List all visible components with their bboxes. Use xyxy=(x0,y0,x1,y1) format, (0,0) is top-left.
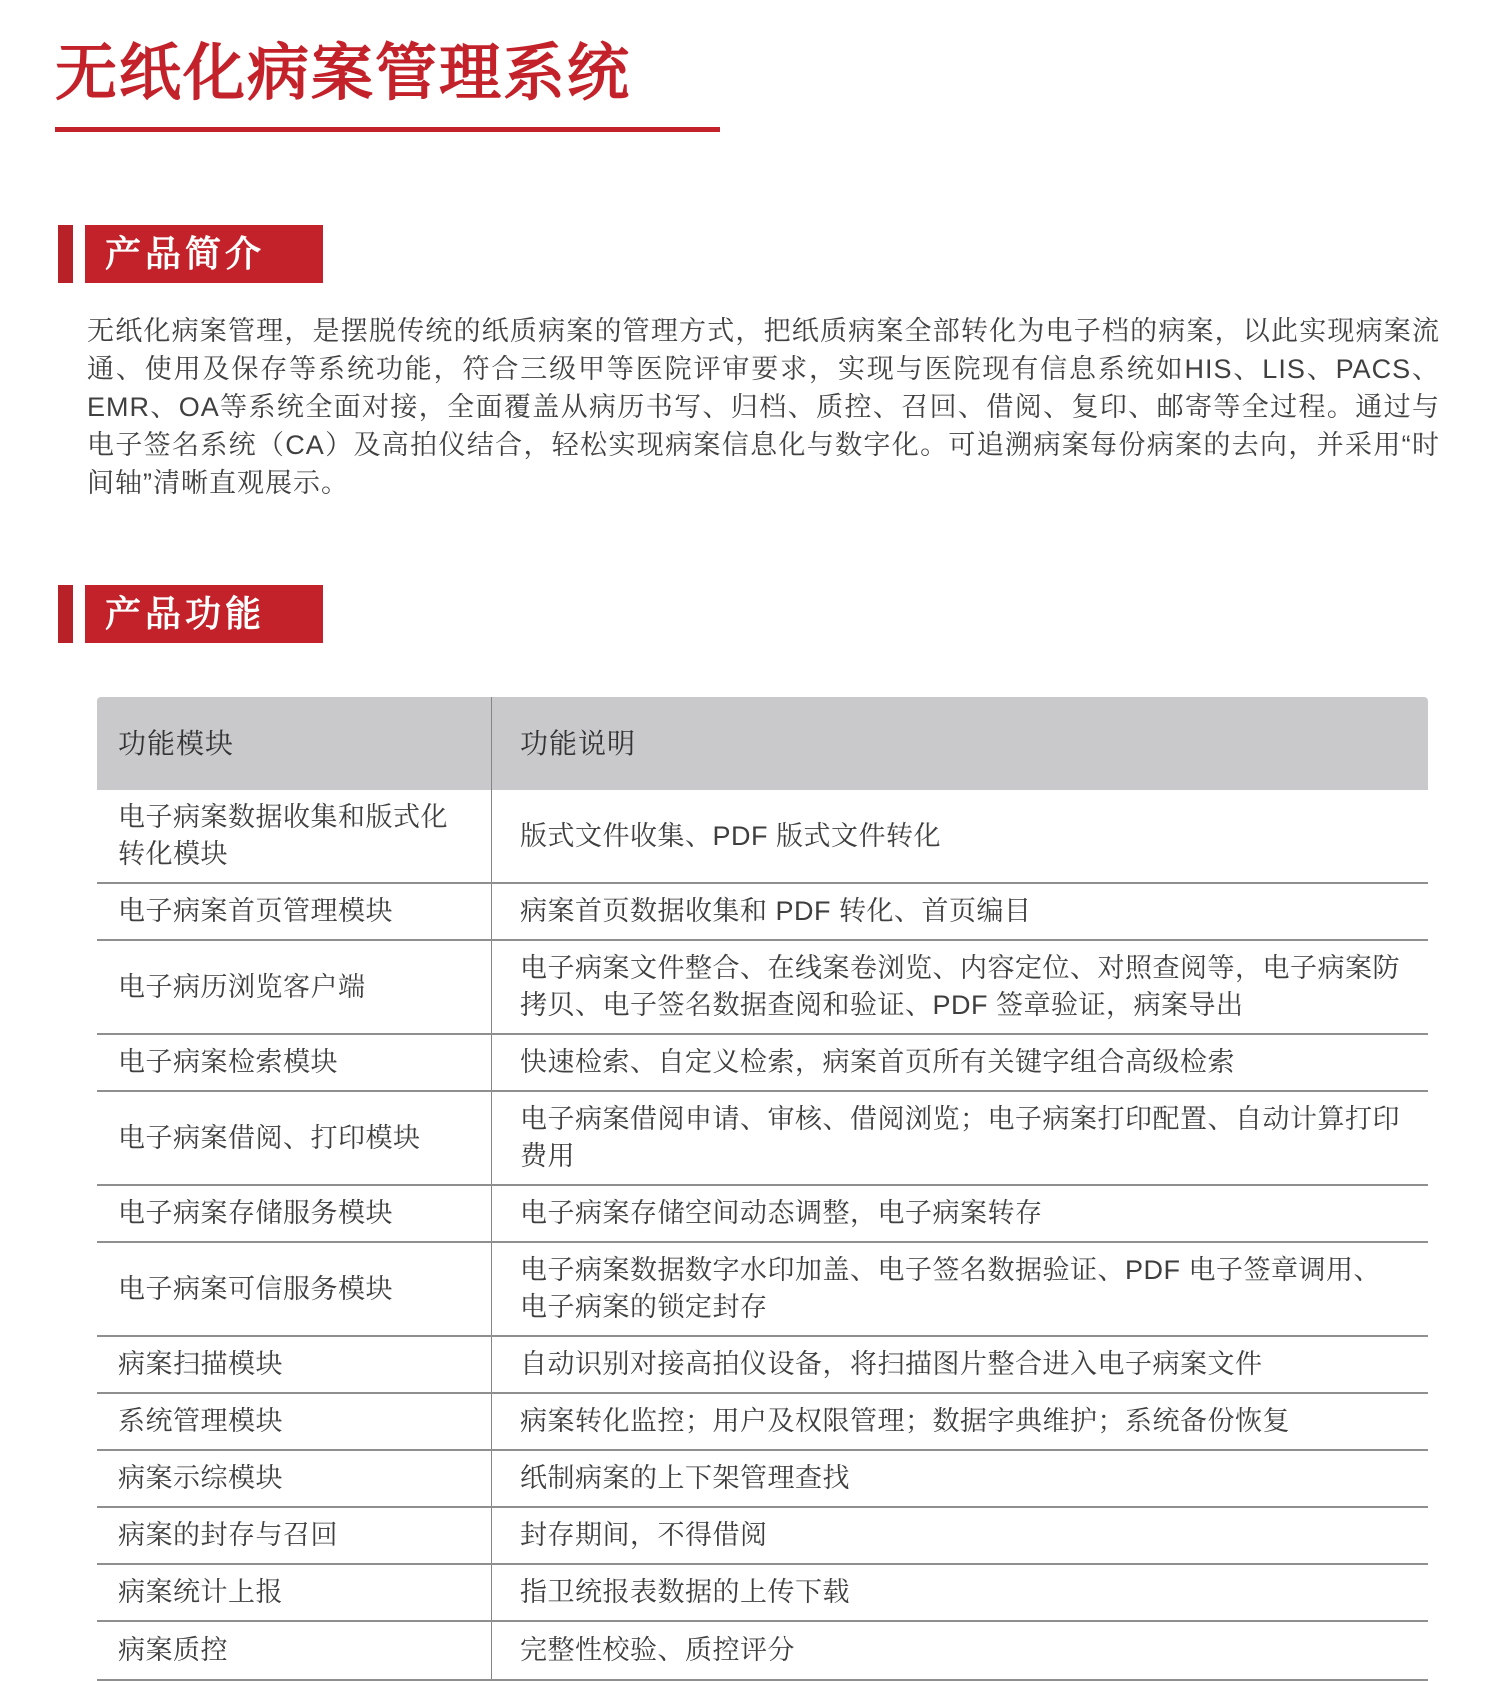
table-header-description: 功能说明 xyxy=(520,728,637,759)
module-cell: 病案的封存与召回 xyxy=(97,1508,492,1563)
table-row xyxy=(97,884,1428,941)
description-cell: 自动识别对接高拍仪设备，将扫描图片整合进入电子病案文件 xyxy=(520,1349,1263,1379)
table-header-module: 功能模块 xyxy=(97,697,492,790)
table-row xyxy=(97,1186,1428,1243)
table-row xyxy=(97,790,1428,884)
module-cell: 电子病案借阅、打印模块 xyxy=(97,1092,492,1184)
table-row xyxy=(97,1243,1428,1337)
module-cell: 病案扫描模块 xyxy=(97,1337,492,1392)
table-row xyxy=(97,1565,1428,1622)
page-title: 无纸化病案管理系统 xyxy=(55,39,632,108)
table-row xyxy=(97,1622,1428,1681)
description-cell: 封存期间，不得借阅 xyxy=(520,1520,768,1550)
description-cell: 快速检索、自定义检索，病案首页所有关键字组合高级检索 xyxy=(520,1047,1235,1077)
description-cell: 电子病案数据数字水印加盖、电子签名数据验证、PDF 电子签章调用、电子病案的锁定封存 xyxy=(520,1255,1382,1322)
module-cell: 电子病案首页管理模块 xyxy=(97,884,492,939)
module-cell: 电子病案可信服务模块 xyxy=(97,1243,492,1335)
description-cell: 版式文件收集、PDF 版式文件转化 xyxy=(520,820,942,851)
description-cell: 指卫统报表数据的上传下载 xyxy=(520,1577,850,1607)
module-cell: 电子病历浏览客户端 xyxy=(97,941,492,1033)
section-heading-features xyxy=(58,585,323,643)
description-cell: 电子病案借阅申请、审核、借阅浏览；电子病案打印配置、自动计算打印费用 xyxy=(520,1104,1400,1171)
description-cell: 病案转化监控；用户及权限管理；数据字典维护；系统备份恢复 xyxy=(520,1406,1290,1436)
module-cell: 电子病案存储服务模块 xyxy=(97,1186,492,1241)
table-row xyxy=(97,1394,1428,1451)
module-cell: 系统管理模块 xyxy=(97,1394,492,1449)
table-row xyxy=(97,1337,1428,1394)
table-header-row xyxy=(97,697,1428,790)
table-row xyxy=(97,1451,1428,1508)
description-cell: 病案首页数据收集和 PDF 转化、首页编目 xyxy=(520,896,1032,926)
description-cell: 纸制病案的上下架管理查找 xyxy=(520,1463,850,1493)
module-cell: 电子病案数据收集和版式化转化模块 xyxy=(97,790,492,882)
intro-heading-label: 产品简介 xyxy=(85,225,323,283)
heading-accent-bar-icon xyxy=(58,225,73,283)
description-cell: 电子病案存储空间动态调整，电子病案转存 xyxy=(520,1198,1043,1228)
description-cell: 电子病案文件整合、在线案卷浏览、内容定位、对照查阅等，电子病案防拷贝、电子签名数据查阅和验证、PDF 签章验证，病案导出 xyxy=(520,953,1400,1020)
module-cell: 病案示综模块 xyxy=(97,1451,492,1506)
heading-accent-bar-icon xyxy=(58,585,73,643)
title-underline xyxy=(55,127,720,132)
intro-paragraph: 无纸化病案管理，是摆脱传统的纸质病案的管理方式，把纸质病案全部转化为电子档的病案，以此实现病案流通、使用及保存等系统功能，符合三级甲等医院评审要求，实现与医院现有信息系统如HIS、LIS、PACS、EMR、OA等系统全面对接，全面覆盖从病历书写、归档、质控、召回、借阅、复印、邮寄等全过程。通过与电子签名系统（CA）及高拍仪结合，轻松实现病案信息化与数字化。可追溯病案每份病案的去向，并采用“时间轴”清晰直观展示。 xyxy=(87,316,1440,498)
module-cell: 病案统计上报 xyxy=(97,1565,492,1620)
description-cell: 完整性校验、质控评分 xyxy=(520,1635,795,1665)
table-row xyxy=(97,1035,1428,1092)
table-row xyxy=(97,1092,1428,1186)
module-cell: 病案质控 xyxy=(97,1622,492,1679)
features-heading-label: 产品功能 xyxy=(85,585,323,643)
features-table xyxy=(97,697,1428,1681)
section-heading-intro xyxy=(58,225,323,283)
table-row xyxy=(97,941,1428,1035)
module-cell: 电子病案检索模块 xyxy=(97,1035,492,1090)
table-row xyxy=(97,1508,1428,1565)
